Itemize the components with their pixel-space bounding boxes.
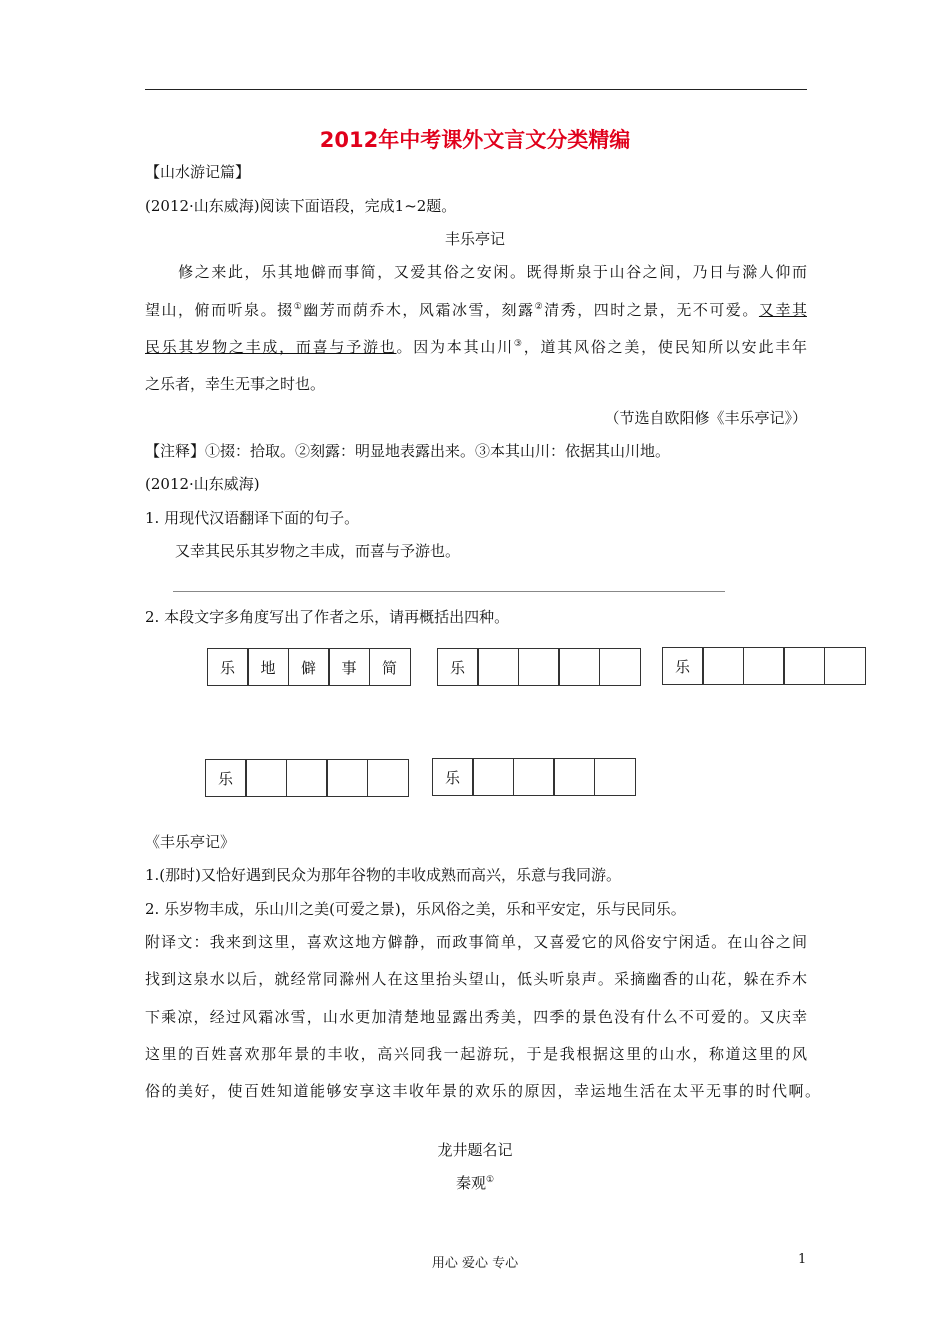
answer-box[interactable] [326, 759, 368, 797]
answer-box[interactable] [743, 647, 785, 685]
answer-box[interactable]: 乐 [205, 759, 247, 797]
answer-box[interactable]: 乐 [207, 648, 249, 686]
passage-text: 。因为本其山川 [396, 338, 514, 356]
answer-box-group [208, 648, 411, 686]
next-passage-title: 龙井题名记 [437, 1141, 513, 1159]
question-1-sentence: 又幸其民乐其岁物之丰成，而喜与予游也。 [175, 542, 461, 560]
passage-text: 修之来此，乐其地僻而事简，又爱其俗之安闲。既得斯泉于山谷之间，乃日与滁人仰而 [145, 263, 807, 281]
answer-box[interactable] [286, 759, 328, 797]
source-note: (2012·山东威海)阅读下面语段，完成1~2题。 [145, 197, 457, 215]
answer-box[interactable]: 事 [328, 648, 370, 686]
answer-box[interactable] [245, 759, 287, 797]
answer-1: 1.(那时)又恰好遇到民众为那年谷物的丰收成熟而高兴，乐意与我同游。 [145, 866, 622, 884]
passage-line [145, 300, 807, 320]
document-title: 2012年中考课外文言文分类精编 [319, 128, 631, 152]
translation-line: 附译文：我来到这里，喜欢这地方僻静，而政事简单，又喜爱它的风俗安宁闲适。在山谷之间 [145, 933, 807, 951]
footnote-marker: ① [293, 302, 304, 312]
answer-box[interactable]: 乐 [662, 647, 704, 685]
source-note-2: (2012·山东威海) [145, 475, 260, 493]
answer-box[interactable]: 地 [247, 648, 289, 686]
answer-box[interactable] [558, 648, 600, 686]
footnote-marker: ② [534, 302, 545, 312]
passage-line [145, 337, 807, 357]
answer-box[interactable]: 简 [369, 648, 411, 686]
translation-line: 这里的百姓喜欢那年景的丰收，高兴同我一起游玩，于是我根据这里的山水，称道这里的风 [145, 1045, 807, 1063]
annotations: 【注释】①掇：拾取。②刻露：明显地表露出来。③本其山川：依据其山川地。 [145, 442, 671, 460]
answer-box-group [206, 759, 409, 797]
passage-text: 民乐其岁物之丰成，而喜与予游也 [145, 338, 397, 356]
passage-line [145, 262, 807, 282]
footnote-marker: ③ [513, 339, 524, 349]
answer-box[interactable] [553, 758, 595, 796]
answer-box[interactable] [783, 647, 825, 685]
next-passage-author [0, 1173, 950, 1193]
page-number: 1 [798, 1252, 807, 1267]
footnote-marker: ① [485, 1175, 495, 1185]
author-name: 秦观 [455, 1174, 486, 1192]
answer-box-group [433, 758, 636, 796]
passage-text: 又幸其 [758, 301, 807, 319]
passage-text: 望山，俯而听泉。掇 [145, 301, 294, 319]
passage-text: ，道其风俗之美，使民知所以安此丰年 [523, 338, 807, 356]
answer-box[interactable] [824, 647, 866, 685]
passage-text: 清秀，四时之景，无不可爱。 [544, 301, 759, 319]
answer-box[interactable] [594, 758, 636, 796]
question-2: 2. 本段文字多角度写出了作者之乐，请再概括出四种。 [145, 608, 510, 626]
answer-box[interactable] [472, 758, 514, 796]
answer-box[interactable]: 乐 [437, 648, 479, 686]
answer-box[interactable] [599, 648, 641, 686]
answer-box[interactable] [367, 759, 409, 797]
passage-text: 幽芳而荫乔木，风霜冰雪，刻露 [303, 301, 535, 319]
answer-box[interactable] [518, 648, 560, 686]
answer-box[interactable]: 僻 [288, 648, 330, 686]
answer-box-group [438, 648, 641, 686]
header-rule [145, 89, 807, 90]
answer-blank-line[interactable] [173, 591, 725, 592]
translation-line: 找到这泉水以后，就经常同滁州人在这里抬头望山，低头听泉声。采摘幽香的山花，躲在乔木 [145, 970, 807, 988]
translation-line: 俗的美好，使百姓知道能够安享这丰收年景的欢乐的原因，幸运地生活在太平无事的时代啊。 [145, 1082, 820, 1100]
translation-line: 下乘凉，经过风霜冰雪，山水更加清楚地显露出秀美，四季的景色没有什么不可爱的。又庆幸 [145, 1008, 807, 1026]
passage-line [145, 374, 325, 394]
answer-box[interactable] [477, 648, 519, 686]
section-heading: 【山水游记篇】 [145, 163, 251, 181]
answer-box[interactable] [513, 758, 555, 796]
attribution: （节选自欧阳修《丰乐亭记》） [604, 409, 807, 427]
page-footer: 用心 爱心 专心 [431, 1256, 519, 1271]
answer-box-group [663, 647, 866, 685]
passage-text: 之乐者，幸生无事之时也。 [145, 375, 326, 393]
passage-title: 丰乐亭记 [444, 230, 505, 248]
question-1: 1. 用现代汉语翻译下面的句子。 [145, 509, 360, 527]
answer-2: 2. 乐岁物丰成，乐山川之美(可爱之景)，乐风俗之美，乐和平安定，乐与民同乐。 [145, 900, 686, 918]
answer-box[interactable] [702, 647, 744, 685]
answer-heading: 《丰乐亭记》 [145, 833, 236, 851]
answer-box[interactable]: 乐 [432, 758, 474, 796]
